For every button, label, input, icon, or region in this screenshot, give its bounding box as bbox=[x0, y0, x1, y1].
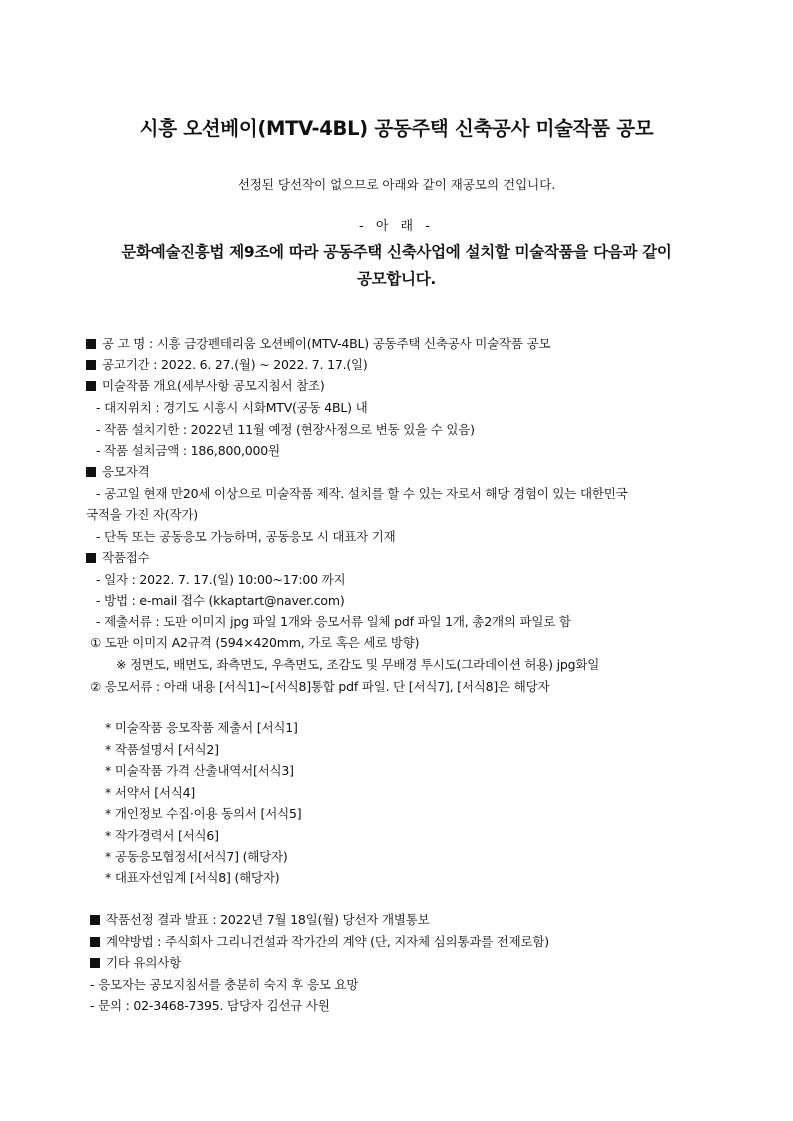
bullet-square-icon bbox=[90, 937, 100, 947]
lead-line-2: 공모합니다. bbox=[357, 270, 436, 288]
form-item-2: * 작품설명서 [서식2] bbox=[105, 742, 219, 757]
form-item-3: * 미술작품 가격 산출내역서[서식3] bbox=[105, 763, 294, 778]
item-contract-method: 계약방법 : 주식회사 그리니건설과 작가간의 계약 (단, 지자체 심의통과를 전제로함) bbox=[90, 932, 549, 950]
detail-eligibility-1: - 공고일 현재 만20세 이상으로 미술작품 제작. 설치를 할 수 있는 자로서 해당 경험이 있는 대한민국 bbox=[96, 486, 628, 501]
bullet-square-icon bbox=[86, 339, 96, 349]
page-title: 시흥 오션베이(MTV-4BL) 공동주택 신축공사 미술작품 공모 bbox=[139, 117, 654, 140]
detail-note-guideline: - 응모자는 공모지침서를 충분히 숙지 후 응모 요망 bbox=[90, 977, 359, 992]
form-item-4: * 서약서 [서식4] bbox=[105, 785, 196, 800]
form-item-5: * 개인정보 수집·이용 동의서 [서식5] bbox=[105, 806, 302, 821]
form-item-1: * 미술작품 응모작품 제출서 [서식1] bbox=[105, 720, 298, 735]
detail-image-note: ※ 정면도, 배면도, 좌측면도, 우측면도, 조감도 및 무배경 투시도(그라데이션 허용) jpg화일 bbox=[116, 657, 600, 672]
detail-image-spec: ① 도판 이미지 A2규격 (594×420mm, 가로 혹은 세로 방향) bbox=[90, 635, 420, 650]
bullet-square-icon bbox=[86, 360, 96, 370]
detail-install-deadline: - 작품 설치기한 : 2022년 11월 예정 (현장사정으로 변동 있을 수 있음) bbox=[96, 422, 475, 437]
detail-submission-method: - 방법 : e-mail 접수 (kkaptart@naver.com) bbox=[96, 593, 345, 608]
bullet-square-icon bbox=[86, 381, 96, 391]
bullet-square-icon bbox=[90, 958, 100, 968]
lead-line-1: 문화예술진흥법 제9조에 따라 공동주택 신축사업에 설치할 미술작품을 다음과 같이 bbox=[121, 243, 672, 261]
bullet-square-icon bbox=[90, 915, 100, 925]
section-divider: - 아 래 - bbox=[359, 219, 434, 234]
item-result-announcement: 작품선정 결과 발표 : 2022년 7월 18일(월) 당선자 개별통보 bbox=[90, 910, 429, 928]
bullet-square-icon bbox=[86, 553, 96, 563]
form-item-7: * 공동응모협정서[서식7] (해당자) bbox=[105, 849, 288, 864]
detail-install-amount: - 작품 설치금액 : 186,800,000원 bbox=[96, 443, 280, 458]
item-notice-period: 공고기간 : 2022. 6. 27.(월) ~ 2022. 7. 17.(일) bbox=[86, 355, 368, 373]
item-notice-name: 공 고 명 : 시흥 금강펜테리움 오션베이(MTV-4BL) 공동주택 신축공사 미술작품 공모 bbox=[86, 334, 550, 352]
detail-submission-docs: - 제출서류 : 도판 이미지 jpg 파일 1개와 응모서류 일체 pdf 파일 1개, 총2개의 파일로 함 bbox=[96, 614, 571, 629]
bullet-square-icon bbox=[86, 467, 96, 477]
item-other-notes: 기타 유의사항 bbox=[90, 953, 181, 971]
form-item-8: * 대표자선임계 [서식8] (해당자) bbox=[105, 870, 280, 885]
detail-eligibility-2: - 단독 또는 공동응모 가능하며, 공동응모 시 대표자 기재 bbox=[96, 529, 396, 544]
intro-text: 선정된 당선작이 없으므로 아래와 같이 재공모의 건입니다. bbox=[237, 177, 556, 192]
item-submission: 작품접수 bbox=[86, 548, 150, 566]
item-artwork-overview: 미술작품 개요(세부사항 공모지침서 참조) bbox=[86, 376, 325, 394]
item-eligibility: 응모자격 bbox=[86, 462, 150, 480]
detail-site-location: - 대지위치 : 경기도 시흥시 시화MTV(공동 4BL) 내 bbox=[96, 400, 368, 415]
detail-submission-date: - 일자 : 2022. 7. 17.(일) 10:00~17:00 까지 bbox=[96, 572, 346, 587]
detail-contact: - 문의 : 02-3468-7395. 담당자 김선규 사원 bbox=[90, 998, 330, 1013]
detail-eligibility-1-cont: 국적을 가진 자(작가) bbox=[86, 507, 198, 522]
detail-application-docs: ② 응모서류 : 아래 내용 [서식1]~[서식8]통합 pdf 파일. 단 [서식7], [서식8]은 해당자 bbox=[90, 679, 550, 694]
form-item-6: * 작가경력서 [서식6] bbox=[105, 828, 219, 843]
